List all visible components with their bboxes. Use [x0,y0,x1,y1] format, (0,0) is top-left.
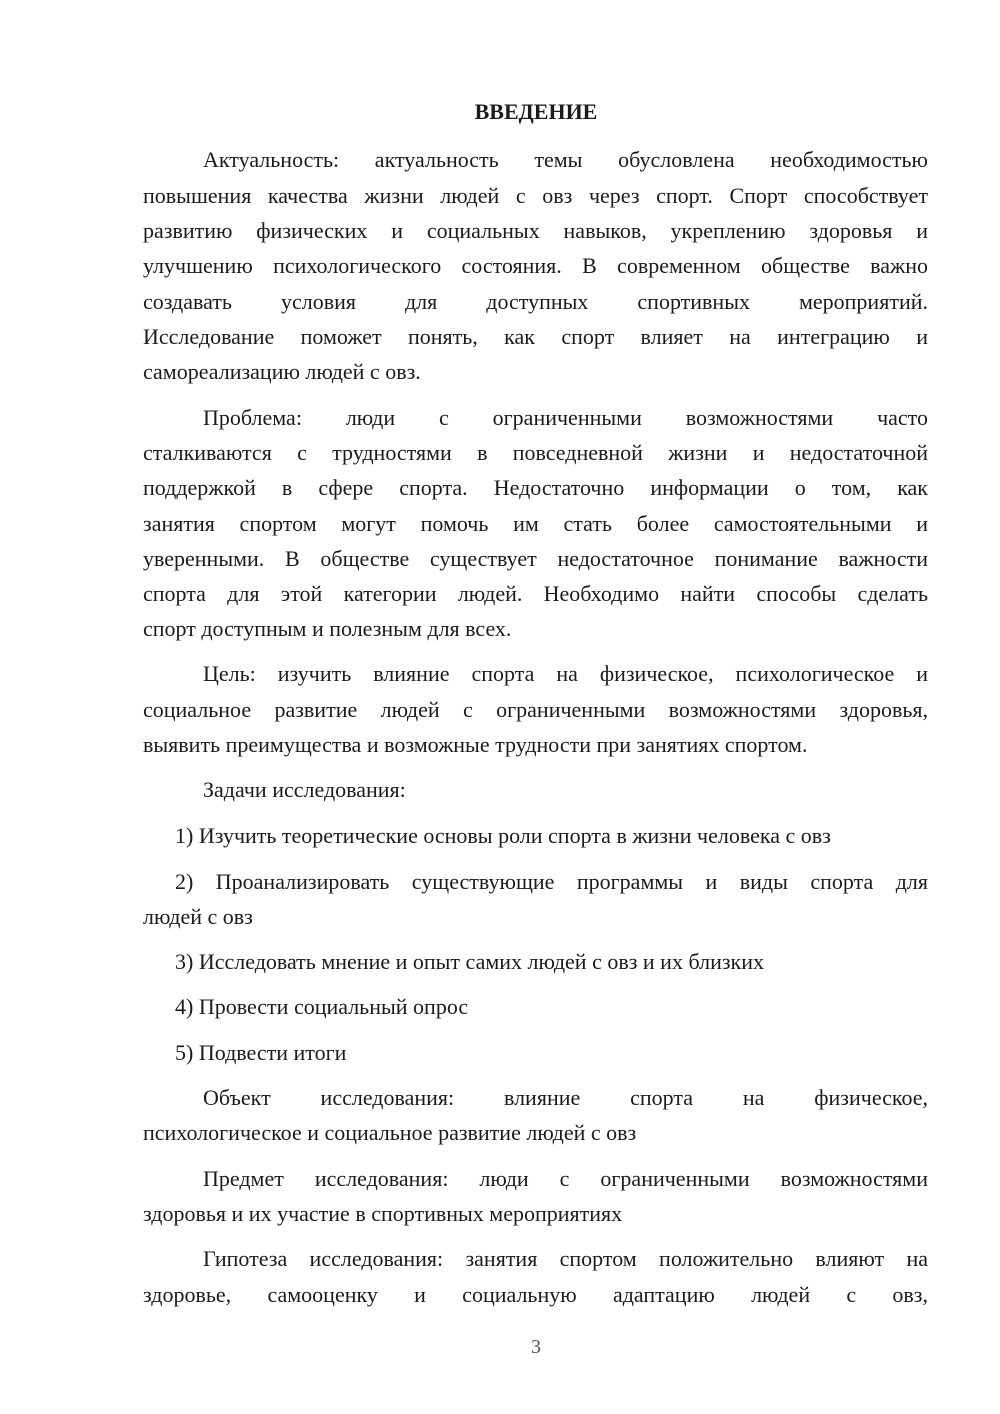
page-number: 3 [531,1336,541,1358]
section-heading: ВВЕДЕНИЕ [474,99,598,124]
subject-line: Предмет исследования: люди с ограниченными возможностями [203,1166,928,1191]
problem-line: Проблема: люди с ограниченными возможностями часто [203,405,928,430]
problem-line: поддержкой в сфере спорта. Недостаточно информации о том, как [143,475,928,500]
hypothesis-line: Гипотеза исследования: занятия спортом положительно влияют на [203,1246,928,1271]
task-item: 4) Провести социальный опрос [175,994,469,1019]
problem-line: занятия спортом могут помочь им стать более самостоятельными и [143,511,928,536]
relevance-line: Актуальность: актуальность темы обусловлена необходимостью [203,147,928,172]
relevance-line: улучшению психологического состояния. В современном обществе важно [143,253,928,278]
relevance-line: Исследование поможет понять, как спорт влияет на интеграцию и [143,324,928,349]
task-item: 3) Исследовать мнение и опыт самих людей с овз и их близких [175,949,765,974]
relevance-line: повышения качества жизни людей с овз через спорт. Спорт способствует [143,183,928,208]
goal-line: выявить преимущества и возможные трудности при занятиях спортом. [143,732,808,757]
problem-line: спорта для этой категории людей. Необходимо найти способы сделать [143,581,928,606]
hypothesis-line: здоровье, самооценку и социальную адаптацию людей с овз, [143,1282,928,1307]
task-item: 5) Подвести итоги [175,1040,347,1065]
task-item: 1) Изучить теоретические основы роли спорта в жизни человека с овз [175,823,831,848]
problem-line: спорт доступным и полезным для всех. [143,616,512,641]
goal-line: социальное развитие людей с ограниченными возможностями здоровья, [143,697,928,722]
task-item: 2) Проанализировать существующие программы и виды спорта для [175,869,928,894]
problem-line: сталкиваются с трудностями в повседневной жизни и недостаточной [143,440,928,465]
tasks-heading: Задачи исследования: [203,777,406,802]
object-line: психологическое и социальное развитие людей с овз [143,1120,637,1145]
relevance-line: самореализацию людей с овз. [143,359,421,384]
object-line: Объект исследования: влияние спорта на физическое, [203,1085,928,1110]
goal-line: Цель: изучить влияние спорта на физическое, психологическое и [203,661,928,686]
relevance-line: развитию физических и социальных навыков, укреплению здоровья и [143,218,928,243]
relevance-line: создавать условия для доступных спортивных мероприятий. [143,289,928,314]
task-item-continuation: людей с овз [143,904,253,929]
problem-line: уверенными. В обществе существует недостаточное понимание важности [143,546,928,571]
subject-line: здоровья и их участие в спортивных мероприятиях [143,1201,623,1226]
